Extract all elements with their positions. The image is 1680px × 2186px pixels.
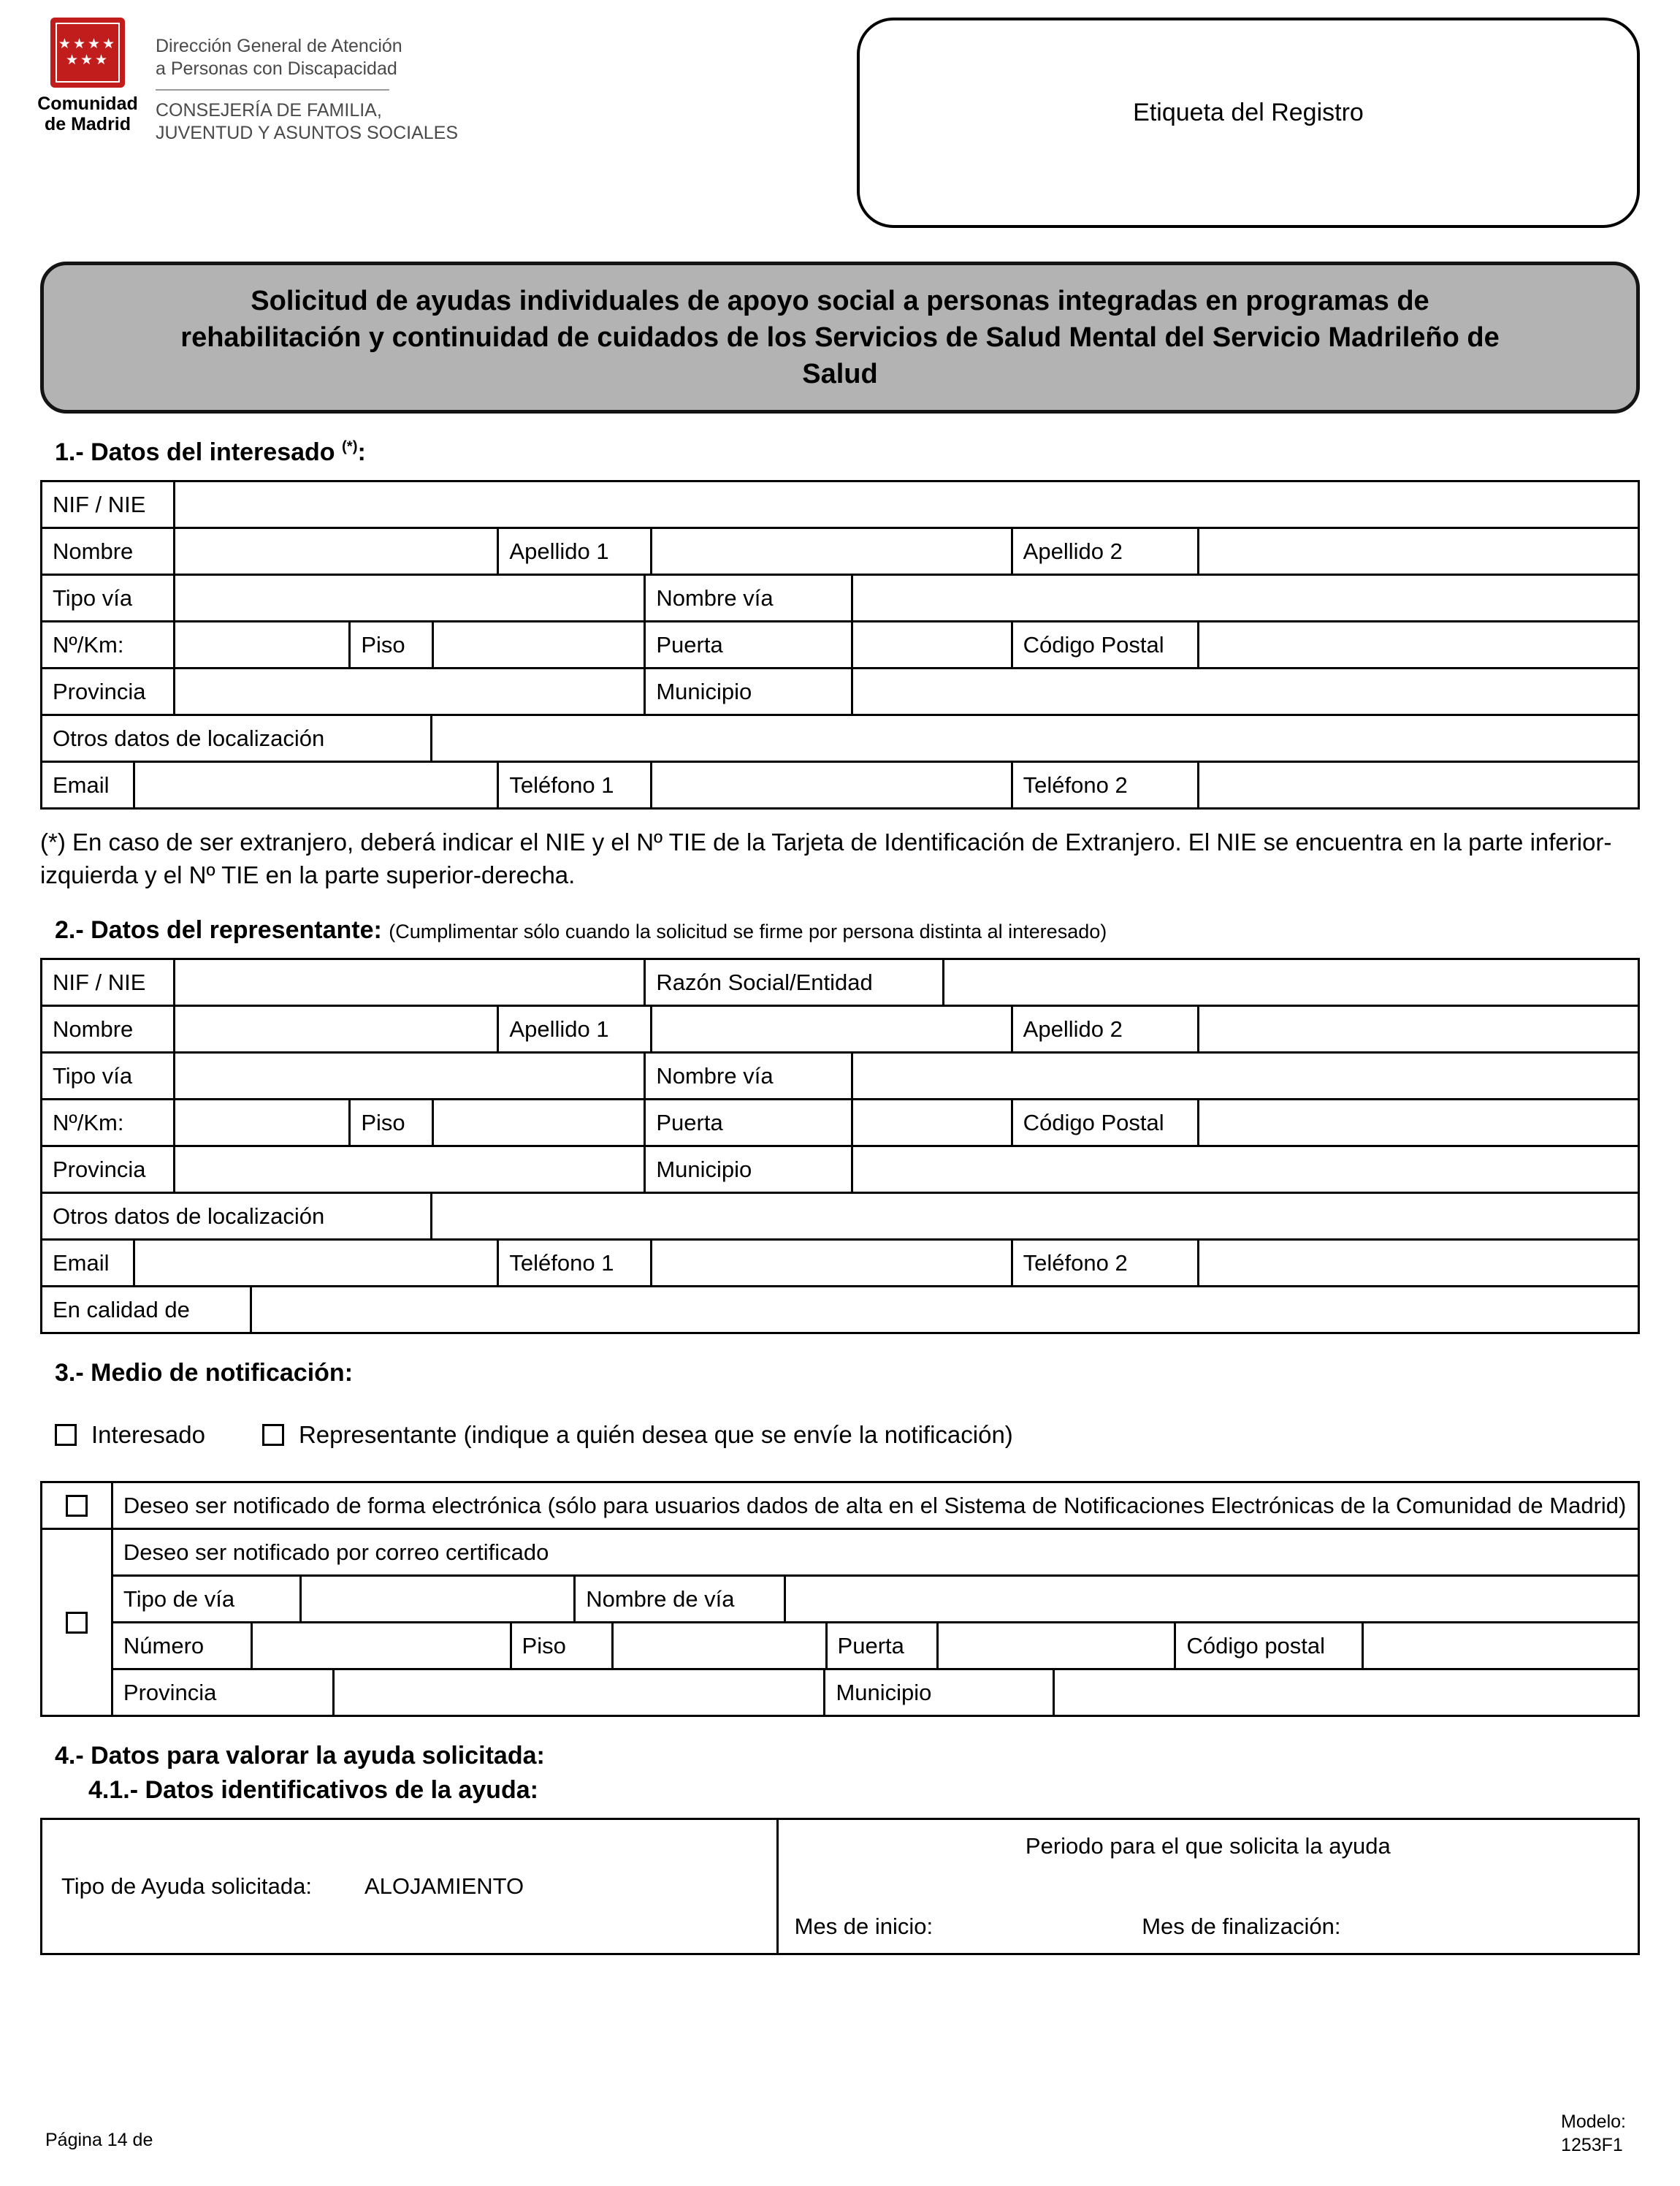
correo-nombre-via-input[interactable]: [784, 1577, 1638, 1621]
table-row: [42, 667, 1638, 714]
dept-separator: [156, 89, 389, 91]
ayuda-table: [40, 1818, 1640, 1955]
dept-line3: CONSEJERÍA DE FAMILIA,: [156, 100, 382, 121]
interesado-otros-datos-input[interactable]: [430, 716, 1638, 761]
notification-table: [40, 1481, 1640, 1717]
representante-checkbox[interactable]: [262, 1424, 284, 1446]
table-row: [42, 1005, 1638, 1051]
representante-en-calidad-de-input[interactable]: [250, 1287, 1638, 1332]
label-nombre-via: Nombre vía: [644, 576, 851, 620]
label-nombre: Nombre: [53, 1016, 134, 1042]
extranjero-note: (*) En caso de ser extranjero, deberá indicar el NIE y el Nº TIE de la Tarjeta de Identificación de Extranjero. El NIE se encuentra en la parte inferior-izquierda y el Nº TIE en la parte superior-derecha.: [40, 829, 1612, 888]
table-row: [42, 714, 1638, 761]
label-apellido2: Apellido 2: [1011, 529, 1198, 574]
electronic-notification-label: Deseo ser notificado de forma electrónica (sólo para usuarios dados de alta en el Sistema de Notificaciones Electrónicas de la Comunidad de Madrid): [111, 1483, 1638, 1528]
electronic-notification-checkbox[interactable]: [66, 1495, 88, 1517]
section4-subheading: 4.1.- Datos identificativos de la ayuda:: [88, 1776, 538, 1804]
certified-mail-checkbox-cell: [42, 1530, 111, 1715]
label-numero: Número: [123, 1632, 205, 1658]
representante-codigo-postal-input[interactable]: [1197, 1100, 1638, 1145]
label-otros-datos: Otros datos de localización: [53, 725, 325, 751]
label-email: Email: [53, 772, 110, 798]
interesado-puerta-input[interactable]: [851, 622, 1010, 667]
section4-heading: 4.- Datos para valorar la ayuda solicitada:: [55, 1742, 545, 1770]
form-title-bar: [40, 262, 1640, 414]
certified-mail-checkbox[interactable]: [66, 1612, 88, 1634]
interesado-table: [40, 480, 1640, 810]
correo-tipo-via-input[interactable]: [299, 1577, 574, 1621]
periodo-label: Periodo para el que solicita la ayuda: [1025, 1833, 1391, 1859]
brand-block: [37, 18, 459, 145]
label-telefono2: Teléfono 2: [1011, 763, 1198, 807]
representante-option-label: Representante (indique a quién desea que se envíe la notificación): [298, 1421, 1013, 1448]
form-title: Solicitud de ayudas individuales de apoyo social a personas integradas en programas de rehabilitación y continuidad de cuidados de los Servicios de Salud Mental del Servicio Madrileño de Salud: [180, 286, 1500, 389]
interesado-provincia-input[interactable]: [173, 669, 644, 714]
section2-note: (Cumplimentar sólo cuando la solicitud se firme por persona distinta al interesado): [389, 921, 1107, 942]
interesado-email-input[interactable]: [133, 763, 497, 807]
representante-telefono2-input[interactable]: [1197, 1241, 1638, 1285]
representante-puerta-input[interactable]: [851, 1100, 1010, 1145]
label-nombre-via: Nombre vía: [644, 1054, 851, 1098]
representante-telefono1-input[interactable]: [650, 1241, 1011, 1285]
label-tipo-via: Tipo vía: [53, 584, 133, 611]
notification-choice-row: [55, 1421, 1640, 1449]
correo-puerta-input[interactable]: [936, 1623, 1175, 1668]
label-piso: Piso: [348, 1100, 432, 1145]
representante-piso-input[interactable]: [432, 1100, 644, 1145]
modelo-block: [1561, 2110, 1626, 2157]
table-row: [113, 1574, 1638, 1621]
representante-nombre-input[interactable]: [173, 1007, 497, 1051]
representante-apellido2-input[interactable]: [1197, 1007, 1638, 1051]
page-number: Página 14 de: [45, 2130, 153, 2150]
label-tipo-de-via: Tipo de vía: [123, 1585, 235, 1612]
table-row: [113, 1621, 1638, 1668]
label-razon-social: Razón Social/Entidad: [644, 960, 942, 1005]
representante-otros-datos-input[interactable]: [430, 1194, 1638, 1238]
label-provincia: Provincia: [53, 678, 146, 704]
label-provincia: Provincia: [53, 1156, 146, 1182]
label-piso: Piso: [510, 1623, 612, 1668]
mes-inicio-label[interactable]: Mes de inicio:: [794, 1913, 933, 1939]
certified-mail-address-block: [111, 1530, 1638, 1715]
table-row: [42, 620, 1638, 667]
flag-stars-row1: ★★★★: [58, 37, 118, 52]
label-provincia: Provincia: [123, 1679, 217, 1705]
representante-tipo-via-input[interactable]: [173, 1054, 644, 1098]
certified-mail-label: Deseo ser notificado por correo certificado: [123, 1539, 549, 1565]
correo-piso-input[interactable]: [611, 1623, 825, 1668]
section2-heading: 2.- Datos del representante: (Cumplimentar sólo cuando la solicitud se firme por persona distinta al interesado): [55, 916, 1107, 944]
table-row: [42, 1238, 1638, 1285]
interesado-num-km-input[interactable]: [173, 622, 348, 667]
interesado-nombre-via-input[interactable]: [851, 576, 1638, 620]
representante-razon-social-input[interactable]: [942, 960, 1638, 1005]
representante-nif-input[interactable]: [173, 960, 644, 1005]
modelo-label: Modelo:: [1561, 2111, 1626, 2132]
tipo-ayuda-value: ALOJAMIENTO: [364, 1873, 524, 1899]
section1-heading: 1.- Datos del interesado (*):: [55, 438, 366, 466]
interesado-municipio-input[interactable]: [851, 669, 1638, 714]
table-row: [42, 574, 1638, 620]
tipo-ayuda-label: Tipo de Ayuda solicitada:: [61, 1873, 312, 1899]
table-row: [42, 1192, 1638, 1238]
label-telefono1: Teléfono 1: [497, 1241, 650, 1285]
label-nombre: Nombre: [53, 538, 134, 564]
label-codigo-postal: Código Postal: [1011, 622, 1198, 667]
interesado-telefono1-input[interactable]: [650, 763, 1011, 807]
interesado-tipo-via-input[interactable]: [173, 576, 644, 620]
table-row: [113, 1668, 1638, 1715]
modelo-value: 1253F1: [1561, 2135, 1623, 2155]
dept-line1: Dirección General de Atención: [156, 36, 402, 56]
section1-heading-sup: (*): [342, 438, 358, 455]
table-row: [42, 960, 1638, 1005]
table-row: [42, 482, 1638, 527]
correo-numero-input[interactable]: [251, 1623, 510, 1668]
etiqueta-registro-box: [857, 18, 1640, 228]
table-row: [42, 1051, 1638, 1098]
interesado-nombre-input[interactable]: [173, 529, 497, 574]
department-text: [156, 18, 458, 145]
representante-provincia-input[interactable]: [173, 1147, 644, 1192]
table-row: [42, 1098, 1638, 1145]
label-codigo-postal: Código Postal: [1011, 1100, 1198, 1145]
table-row: [42, 527, 1638, 574]
label-telefono1: Teléfono 1: [497, 763, 650, 807]
table-row: [42, 1285, 1638, 1332]
label-num-km: Nº/Km:: [53, 631, 124, 658]
correo-municipio-input[interactable]: [1053, 1670, 1638, 1715]
representante-table: [40, 958, 1640, 1334]
periodo-cell: [776, 1820, 1638, 1953]
label-nif-nie: NIF / NIE: [53, 491, 146, 517]
interesado-option: [55, 1421, 205, 1449]
representante-apellido1-input[interactable]: [650, 1007, 1011, 1051]
label-nombre-de-via: Nombre de vía: [573, 1577, 784, 1621]
label-num-km: Nº/Km:: [53, 1109, 124, 1135]
interesado-apellido2-input[interactable]: [1197, 529, 1638, 574]
dept-line2: a Personas con Discapacidad: [156, 58, 397, 79]
label-municipio: Municipio: [644, 669, 851, 714]
label-municipio: Municipio: [644, 1147, 851, 1192]
label-otros-datos: Otros datos de localización: [53, 1203, 325, 1229]
label-apellido1: Apellido 1: [497, 1007, 650, 1051]
label-apellido2: Apellido 2: [1011, 1007, 1198, 1051]
label-apellido1: Apellido 1: [497, 529, 650, 574]
interesado-checkbox[interactable]: [55, 1424, 77, 1446]
interesado-piso-input[interactable]: [432, 622, 644, 667]
comunidad-madrid-logo: [37, 18, 138, 145]
meses-row: [795, 1913, 1622, 1940]
label-codigo-postal-correo: Código postal: [1174, 1623, 1362, 1668]
interesado-telefono2-input[interactable]: [1197, 763, 1638, 807]
interesado-option-label: Interesado: [91, 1421, 205, 1448]
table-row: [42, 761, 1638, 807]
representante-email-input[interactable]: [133, 1241, 497, 1285]
mes-finalizacion-label[interactable]: Mes de finalización:: [1142, 1913, 1341, 1939]
electronic-checkbox-cell: [42, 1483, 111, 1528]
electronic-notification-row: [42, 1483, 1638, 1528]
representante-nombre-via-input[interactable]: [851, 1054, 1638, 1098]
label-email: Email: [53, 1249, 110, 1276]
label-nif-nie: NIF / NIE: [53, 969, 146, 995]
dept-line4: JUVENTUD Y ASUNTOS SOCIALES: [156, 123, 459, 143]
label-municipio: Municipio: [823, 1670, 1052, 1715]
page-header: [37, 18, 1640, 228]
label-puerta: Puerta: [644, 622, 851, 667]
representante-num-km-input[interactable]: [173, 1100, 348, 1145]
label-en-calidad-de: En calidad de: [53, 1296, 190, 1322]
correo-provincia-input[interactable]: [332, 1670, 823, 1715]
interesado-apellido1-input[interactable]: [650, 529, 1011, 574]
section3-heading: 3.- Medio de notificación:: [55, 1359, 354, 1387]
certified-mail-row: [42, 1528, 1638, 1715]
flag-stars-row2: ★★★: [65, 53, 110, 68]
tipo-ayuda-cell: [42, 1820, 776, 1953]
madrid-flag-icon: [50, 18, 125, 88]
etiqueta-registro-label: Etiqueta del Registro: [1133, 98, 1364, 126]
label-puerta: Puerta: [825, 1623, 936, 1668]
representante-option: [262, 1421, 1013, 1449]
org-name: Comunidad de Madrid: [37, 94, 138, 134]
label-piso: Piso: [348, 622, 432, 667]
interesado-nif-input[interactable]: [173, 482, 1638, 527]
correo-codigo-postal-input[interactable]: [1362, 1623, 1638, 1668]
table-row: [42, 1145, 1638, 1192]
label-telefono2: Teléfono 2: [1011, 1241, 1198, 1285]
ayuda-row: [42, 1820, 1638, 1953]
label-tipo-via: Tipo vía: [53, 1062, 133, 1089]
label-puerta: Puerta: [644, 1100, 851, 1145]
representante-municipio-input[interactable]: [851, 1147, 1638, 1192]
table-row: [113, 1530, 1638, 1574]
interesado-codigo-postal-input[interactable]: [1197, 622, 1638, 667]
